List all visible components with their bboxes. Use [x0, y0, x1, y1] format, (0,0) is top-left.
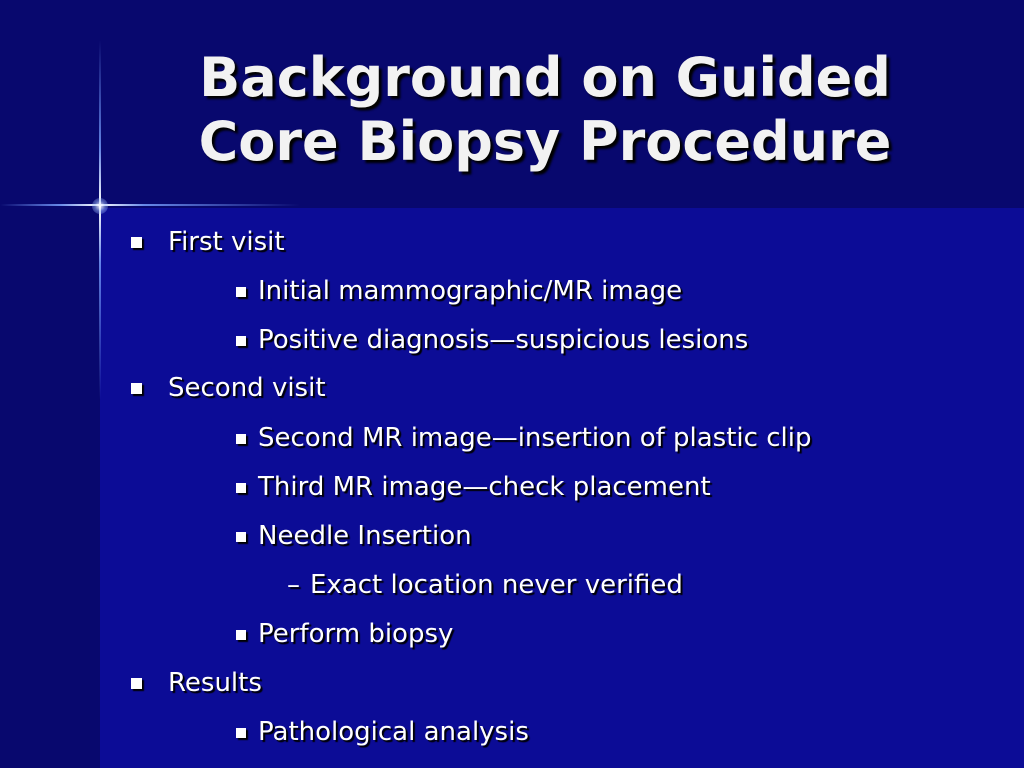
bullet-text: Second visit: [168, 373, 326, 403]
bullet-item: [168, 370, 326, 406]
sub-bullet-item: [258, 420, 811, 456]
light-cross-vertical: [99, 40, 101, 400]
sub-bullet-item: [258, 273, 682, 309]
left-band: [0, 208, 100, 768]
bullet-item: [168, 665, 262, 701]
sub-bullet-item: [258, 616, 453, 652]
bullet-text: Results: [168, 668, 262, 698]
square-bullet-icon: [236, 728, 246, 738]
slide-title: [150, 46, 940, 174]
bullet-text: Needle Insertion: [258, 521, 472, 551]
square-bullet-icon: [131, 237, 142, 248]
square-bullet-icon: [236, 532, 246, 542]
sub-sub-bullet-item: [287, 567, 683, 603]
square-bullet-icon: [236, 287, 246, 297]
bullet-text: Third MR image—check placement: [258, 472, 711, 502]
bullet-text: Initial mammographic/MR image: [258, 276, 683, 306]
bullet-text: Positive diagnosis—suspicious lesions: [258, 325, 749, 355]
slide-title-line-1: Background on Guided: [199, 46, 891, 109]
slide-title-line-2: Core Biopsy Procedure: [198, 110, 892, 173]
square-bullet-icon: [236, 483, 246, 493]
square-bullet-icon: [131, 678, 142, 689]
sub-bullet-item: [258, 518, 472, 554]
sub-bullet-item: [258, 469, 711, 505]
sub-bullet-item: [258, 322, 748, 358]
square-bullet-icon: [131, 383, 142, 394]
dash-icon: –: [287, 570, 300, 600]
bullet-text: Pathological analysis: [258, 717, 529, 747]
bullet-item: [168, 224, 285, 260]
bullet-text: Second MR image—insertion of plastic clip: [258, 423, 812, 453]
square-bullet-icon: [236, 336, 246, 346]
bullet-text: Perform biopsy: [258, 619, 454, 649]
bullet-text: Exact location never verified: [310, 570, 683, 600]
square-bullet-icon: [236, 630, 246, 640]
light-cross-horizontal: [0, 204, 300, 206]
light-cross-icon: [92, 198, 108, 214]
square-bullet-icon: [236, 434, 246, 444]
sub-bullet-item: [258, 714, 529, 750]
bullet-text: First visit: [168, 227, 285, 257]
